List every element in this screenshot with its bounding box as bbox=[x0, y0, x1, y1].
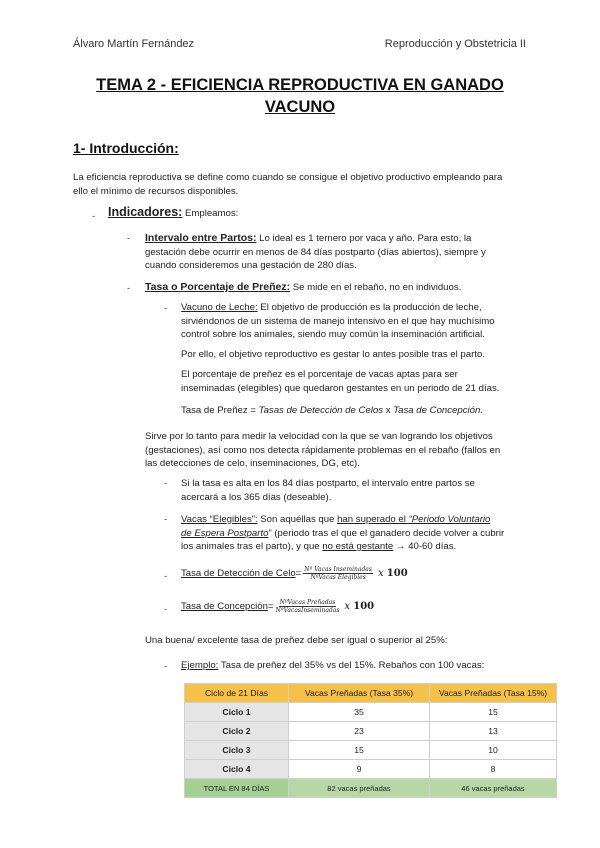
indicadores-line bbox=[108, 206, 238, 221]
intervalo-line-2: gestación debe ocurrir en menos de 84 días postparto (días abiertos), siempre y bbox=[145, 246, 486, 258]
ejemplo-line bbox=[181, 659, 484, 673]
concepcion-multiplier: x 100 bbox=[344, 601, 375, 612]
bullet-dash: - bbox=[127, 233, 131, 244]
equation-times: x bbox=[383, 405, 394, 416]
vacuno-line-2: sirviéndonos de un sistema de manejo intensivo en el que hay muchísimo bbox=[181, 315, 495, 327]
bullet-dash: - bbox=[164, 303, 168, 314]
concepcion-label: Tasa de Concepción bbox=[181, 601, 268, 612]
intro-paragraph bbox=[73, 171, 502, 198]
elegibles-t7: no está gestante bbox=[322, 541, 394, 552]
ejemplo-label: Ejemplo: bbox=[181, 660, 219, 671]
elegibles-t5: ” (periodo tras el que el ganadero decide volver a cubrir bbox=[268, 527, 505, 539]
vacuno-p3 bbox=[181, 368, 499, 395]
bullet-dash: - bbox=[92, 211, 96, 222]
table-total-label: TOTAL EN 84 DÍAS bbox=[185, 779, 289, 798]
equation-end: . bbox=[480, 405, 483, 416]
bullet-dash: - bbox=[164, 571, 168, 582]
buena-paragraph: Una buena/ excelente tasa de preñez debe ser igual o superior al 25%: bbox=[145, 635, 448, 646]
table-row bbox=[185, 741, 557, 760]
header-author: Álvaro Martín Fernández bbox=[73, 38, 195, 50]
deteccion-numerator: Nº Vacas Inseminadas bbox=[304, 566, 372, 573]
deteccion-label: Tasa de Detección de Celo bbox=[181, 568, 296, 579]
table-header-row bbox=[185, 684, 557, 703]
vacuno-p2: Por ello, el objetivo reproductivo es gestar lo antes posible tras el parto. bbox=[181, 349, 485, 360]
table-cell: 13 bbox=[430, 722, 557, 741]
bullet-dash: - bbox=[164, 661, 168, 672]
table-cell: 15 bbox=[430, 703, 557, 722]
bullet-dash: - bbox=[164, 514, 168, 525]
table-row bbox=[185, 760, 557, 779]
tasa-text: Se mide en el rebaño, no en individuos. bbox=[290, 282, 462, 293]
elegibles-t3: “Periodo Voluntario bbox=[408, 514, 491, 525]
tasa-line bbox=[145, 281, 461, 295]
table-cell: 23 bbox=[289, 722, 430, 741]
vacuno-line-3: control sobre los animales, siendo muy común la inseminación artificial. bbox=[181, 329, 485, 340]
intervalo-line-3: cuando consideremos una gestación de 280 días. bbox=[145, 260, 357, 271]
document-title bbox=[60, 74, 540, 118]
table-total-cell: 82 vacas preñadas bbox=[289, 779, 430, 798]
elegibles-t1: Son aquéllas que bbox=[257, 514, 338, 525]
section-heading-introduccion: 1- Introducción: bbox=[73, 140, 179, 156]
deteccion-formula bbox=[181, 566, 408, 581]
sirve-paragraph bbox=[145, 430, 500, 471]
intervalo-paragraph bbox=[145, 232, 486, 273]
equation-left: Tasa de Preñez = bbox=[181, 405, 259, 416]
elegibles-t4: de Espera Postparto bbox=[181, 527, 269, 539]
indicadores-label: Indicadores: bbox=[108, 205, 183, 219]
alta-line-2: acercará a los 365 días (deseable). bbox=[181, 491, 332, 503]
tasa-prenez-equation bbox=[181, 404, 483, 418]
table-header-cell: Vacas Preñadas (Tasa 15%) bbox=[430, 684, 557, 703]
indicadores-text: Empleamos: bbox=[182, 208, 239, 219]
deteccion-multiplier: x 100 bbox=[377, 568, 408, 579]
table-row bbox=[185, 722, 557, 741]
table-total-cell: 46 vacas preñadas bbox=[430, 779, 557, 798]
vacuno-p3-line-1: El porcentaje de preñez es el porcentaje de vacas aptas para ser bbox=[181, 369, 458, 380]
header-subject: Reproducción y Obstetricia II bbox=[384, 38, 526, 50]
elegibles-paragraph bbox=[181, 513, 504, 554]
table-header-cell: Vacas Preñadas (Tasa 35%) bbox=[289, 684, 430, 703]
bullet-dash: - bbox=[164, 604, 168, 615]
equation-term-1: Tasas de Detección de Celos bbox=[258, 405, 384, 416]
sirve-line-1: Sirve por lo tanto para medir la velocidad con la que se van logrando los objetivos bbox=[145, 431, 493, 442]
table-row-label: Ciclo 2 bbox=[185, 722, 289, 741]
concepcion-fraction bbox=[276, 599, 340, 614]
concepcion-denominator: NºVacasInseminadas bbox=[275, 607, 340, 614]
elegibles-t8: → 40-60 días. bbox=[393, 541, 457, 552]
sirve-line-3: las detecciones de celo, inseminaciones, DG, etc). bbox=[145, 458, 360, 469]
deteccion-denominator: NºVacas Elegibles bbox=[310, 574, 366, 581]
tasa-label: Tasa o Porcentaje de Preñez: bbox=[145, 281, 291, 293]
vacuno-label: Vacuno de Leche: bbox=[181, 302, 258, 313]
vacuno-line-1: El objetivo de producción es la producción de leche, bbox=[257, 302, 482, 313]
table-cell: 9 bbox=[289, 760, 430, 779]
title-line-1: TEMA 2 - EFICIENCIA REPRODUCTIVA EN GANADO bbox=[96, 76, 504, 94]
vacuno-p3-line-2: inseminadas (elegibles) que quedaron gestantes en un periodo de 21 días. bbox=[181, 382, 500, 394]
deteccion-equals: = bbox=[295, 568, 302, 579]
intervalo-line-1: Lo ideal es 1 ternero por vaca y año. Para esto, la bbox=[256, 233, 472, 244]
table-row bbox=[185, 703, 557, 722]
alta-line-1: Si la tasa es alta en los 84 días postparto, el intervalo entre partos se bbox=[181, 478, 475, 489]
equation-term-2: Tasa de Concepción bbox=[393, 405, 481, 416]
table-row-label: Ciclo 3 bbox=[185, 741, 289, 760]
deteccion-fraction bbox=[303, 566, 373, 581]
pregnancy-table bbox=[184, 683, 557, 798]
table-cell: 10 bbox=[430, 741, 557, 760]
concepcion-formula bbox=[181, 599, 374, 614]
table-header-cell: Ciclo de 21 Días bbox=[185, 684, 289, 703]
intro-line-1: La eficiencia reproductiva se define como cuando se consigue el objetivo productivo empleando para bbox=[73, 172, 503, 183]
table-row-label: Ciclo 1 bbox=[185, 703, 289, 722]
bullet-dash: - bbox=[127, 283, 131, 294]
elegibles-t2: han superado el bbox=[337, 514, 409, 525]
alta-paragraph bbox=[181, 477, 475, 504]
table-total-row bbox=[185, 779, 557, 798]
table-row-label: Ciclo 4 bbox=[185, 760, 289, 779]
elegibles-t6: los animales tras el parto), y que bbox=[181, 541, 323, 552]
intro-line-2: ello el mínimo de recursos disponibles. bbox=[73, 185, 239, 197]
bullet-dash: - bbox=[164, 478, 168, 489]
table-cell: 35 bbox=[289, 703, 430, 722]
table-cell: 15 bbox=[289, 741, 430, 760]
elegibles-label: Vacas “Elegibles”: bbox=[181, 514, 258, 525]
sirve-line-2: (gestaciones), así como nos detecta rápidamente problemas en el rebaño (fallos en bbox=[145, 444, 501, 456]
vacuno-paragraph bbox=[181, 301, 495, 342]
concepcion-equals: = bbox=[267, 601, 274, 612]
table-cell: 8 bbox=[430, 760, 557, 779]
concepcion-numerator: NºVacas Preñadas bbox=[279, 599, 336, 606]
title-line-2: VACUNO bbox=[264, 98, 336, 116]
intervalo-label: Intervalo entre Partos: bbox=[145, 232, 257, 244]
ejemplo-text: Tasa de preñez del 35% vs del 15%. Rebaños con 100 vacas: bbox=[218, 660, 485, 671]
